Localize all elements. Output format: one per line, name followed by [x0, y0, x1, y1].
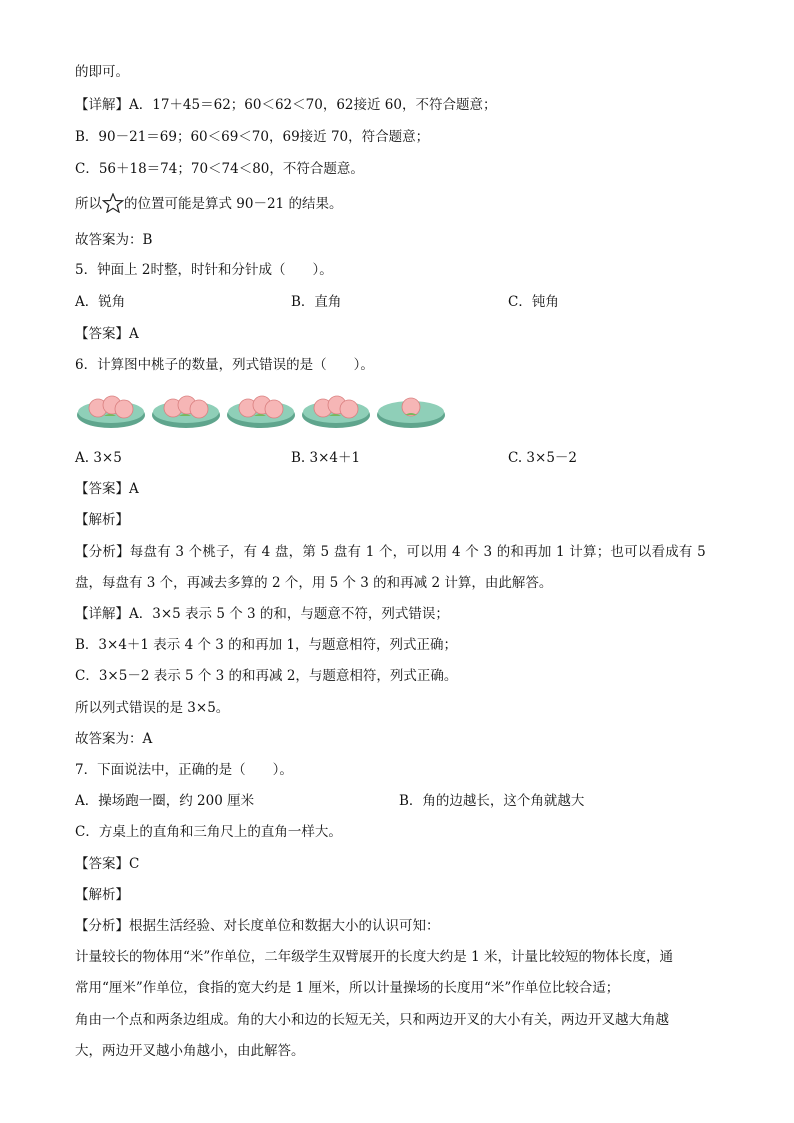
q5-option-a: A．锐角 — [75, 294, 126, 310]
peach-plates-figure — [76, 384, 446, 434]
text-fragment: 所以 — [75, 196, 102, 212]
text-line: C．56＋18＝74；70＜74＜80，不符合题意。 — [75, 161, 364, 177]
q6-option-b: B. 3×4＋1 — [291, 450, 361, 466]
text-line: 故答案为：A — [75, 731, 153, 747]
text-line-with-star — [75, 193, 342, 213]
plate-1 — [77, 396, 145, 428]
text-line: B．90－21＝69；60＜69＜70，69接近 70，符合题意； — [75, 129, 430, 145]
answer-label: 【答案】A — [75, 481, 139, 497]
q7-option-a: A．操场跑一圈，约 200 厘米 — [75, 793, 255, 809]
text-line: 【详解】A．17＋45＝62；60＜62＜70，62接近 60，不符合题意； — [75, 97, 497, 113]
question-7: 7．下面说法中，正确的是（ ）。 — [75, 762, 293, 778]
q6-option-a: A. 3×5 — [75, 450, 122, 466]
text-line: 【分析】每盘有 3 个桃子，有 4 盘，第 5 盘有 1 个，可以用 4 个 3 的和再加 1 计算；也可以看成有 5 — [75, 544, 706, 560]
plate-3 — [227, 396, 295, 428]
text-line: 【分析】根据生活经验、对长度单位和数据大小的认识可知： — [75, 918, 440, 934]
analysis-label: 【解析】 — [75, 512, 129, 528]
text-line: 常用“厘米”作单位，食指的宽大约是 1 厘米，所以计量操场的长度用“米”作单位比较合适； — [75, 980, 620, 996]
text-line: 的即可。 — [75, 64, 129, 80]
q6-option-c: C. 3×5－2 — [508, 450, 578, 466]
text-line: 角由一个点和两条边组成。角的大小和边的长短无关，只和两边开叉的大小有关，两边开叉越大角越 — [75, 1012, 669, 1028]
text-line: 【详解】A．3×5 表示 5 个 3 的和，与题意不符，列式错误； — [75, 606, 449, 622]
text-line: B．3×4＋1 表示 4 个 3 的和再加 1，与题意相符，列式正确； — [75, 637, 458, 653]
plate-5 — [377, 398, 445, 428]
text-line: 故答案为：B — [75, 232, 153, 248]
q7-option-b: B．角的边越长，这个角就越大 — [399, 793, 585, 809]
question-6: 6．计算图中桃子的数量，列式错误的是（ ）。 — [75, 357, 374, 373]
text-line: 计量较长的物体用“米”作单位，二年级学生双臂展开的长度大约是 1 米，计量比较短的物体长度，通 — [75, 949, 673, 965]
plate-4 — [302, 396, 370, 428]
question-5: 5．钟面上 2时整，时针和分针成（ ）。 — [75, 262, 333, 278]
star-icon — [102, 193, 124, 213]
answer-label: 【答案】C — [75, 856, 140, 872]
q5-option-b: B．直角 — [291, 294, 342, 310]
text-line: 所以列式错误的是 3×5。 — [75, 700, 230, 716]
plate-2 — [152, 396, 220, 428]
text-line: 盘，每盘有 3 个，再减去多算的 2 个，用 5 个 3 的和再减 2 计算，由此解答。 — [75, 575, 553, 591]
text-fragment: 的位置可能是算式 90－21 的结果。 — [124, 196, 343, 212]
q5-option-c: C．钝角 — [508, 294, 559, 310]
text-line: C．3×5－2 表示 5 个 3 的和再减 2，与题意相符，列式正确。 — [75, 668, 458, 684]
analysis-label: 【解析】 — [75, 887, 129, 903]
text-line: C．方桌上的直角和三角尺上的直角一样大。 — [75, 824, 342, 840]
text-line: 大，两边开叉越小角越小，由此解答。 — [75, 1043, 305, 1059]
answer-label: 【答案】A — [75, 326, 139, 342]
